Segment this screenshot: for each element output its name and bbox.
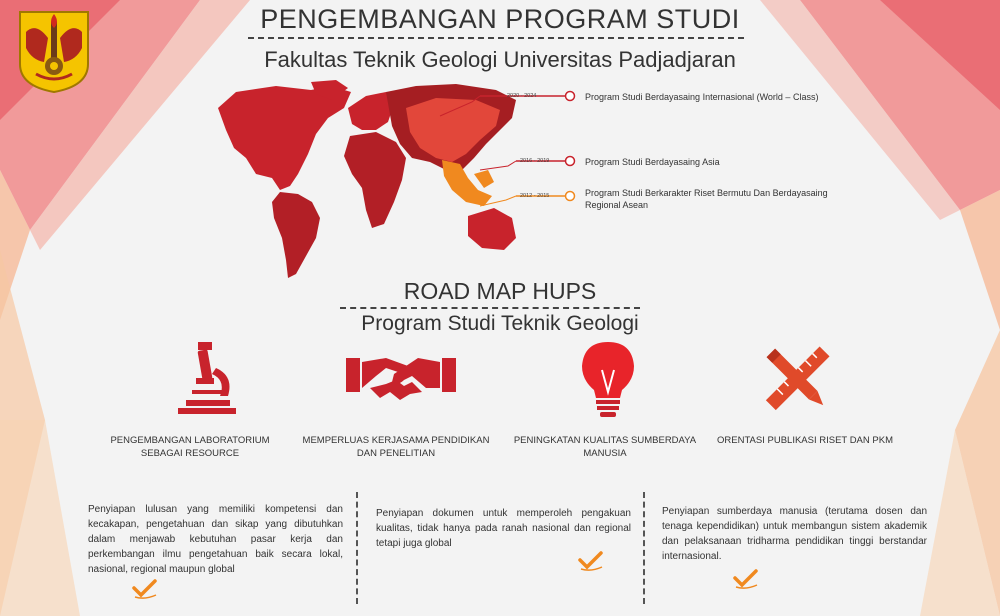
timeline-label: Program Studi Berkarakter Riset Bermutu Dan Berdayasaing Regional Asean: [585, 188, 828, 210]
roadmap-subtitle: Program Studi Teknik Geologi: [361, 312, 639, 335]
timeline-period: 2016 - 2019: [520, 158, 550, 164]
timeline-period: 2012 - 2015: [520, 193, 550, 199]
description-text: Penyiapan dokumen untuk memperoleh pengakuan kualitas, tidak hanya pada ranah nasional dan regional tetapi juga global: [376, 508, 631, 549]
page-subtitle: Fakultas Teknik Geologi Universitas Padjadjaran: [264, 47, 736, 72]
pillar-label: PENINGKATAN KUALITAS SUMBERDAYA MANUSIA: [513, 435, 697, 459]
roadmap-title: ROAD MAP HUPS: [403, 278, 597, 304]
timeline-period: 2020 - 2024: [507, 93, 537, 99]
timeline-connectors: [380, 82, 580, 212]
check-icon: [733, 568, 759, 590]
check-icon: [132, 578, 158, 600]
timeline-label: Program Studi Berdayasaing Internasional (World – Class): [585, 92, 819, 102]
check-icon: [578, 550, 604, 572]
title-divider: [248, 37, 744, 39]
page-title: PENGEMBANGAN PROGRAM STUDI: [260, 4, 740, 34]
microscope-icon: [172, 338, 242, 416]
description-text: Penyiapan lulusan yang memiliki kompetensi dan kecakapan, pengetahuan dan sikap yang dibutuhkan dalam menjawab kebutuhan pasar kerja dan perkembangan ilmu pengetahuan baik secara lokal, nasional, regional maupun global: [88, 504, 343, 575]
handshake-icon: [346, 352, 456, 407]
roadmap-divider: [340, 307, 640, 309]
pencil-ruler-icon: [760, 340, 834, 418]
pillar-label: MEMPERLUAS KERJASAMA PENDIDIKAN DAN PENELITIAN: [302, 435, 490, 459]
lightbulb-icon: [578, 340, 638, 420]
pillar-label: PENGEMBANGAN LABORATORIUM SEBAGAI RESOURCE: [110, 435, 270, 459]
timeline-label: Program Studi Berdayasaing Asia: [585, 157, 720, 167]
description-text: Penyiapan sumberdaya manusia (terutama dosen dan tenaga kependidikan) untuk membangun sistem akademik dan pelaksanaan tridharma pendidikan tinggi berstandar internasional.: [662, 506, 927, 562]
column-divider: [356, 492, 358, 604]
column-divider: [643, 492, 645, 604]
pillar-label: ORENTASI PUBLIKASI RISET DAN PKM: [717, 435, 893, 446]
